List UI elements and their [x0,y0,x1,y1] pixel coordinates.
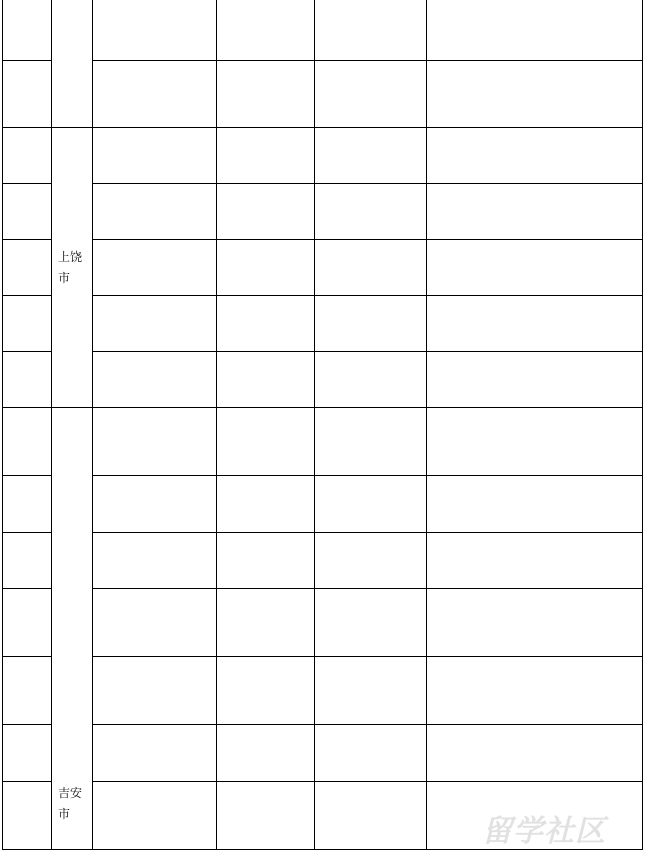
phone-number [315,61,427,128]
area-code [93,0,217,61]
table-row [3,352,643,408]
table-row [3,0,643,61]
office-name [217,128,315,184]
area-code [93,184,217,240]
address [427,782,643,850]
area-code [93,782,217,850]
area-code [93,533,217,589]
phone-number [315,240,427,296]
row-number [3,352,52,408]
phone-number [315,589,427,657]
address [427,296,643,352]
address [427,476,643,533]
area-code [93,61,217,128]
phone-number [315,408,427,476]
area-code [93,296,217,352]
table-row [3,725,643,782]
city-label: 吉安市 [58,786,83,821]
table-row [3,240,643,296]
area-code [93,408,217,476]
city-cell [52,128,93,408]
address [427,725,643,782]
row-number [3,725,52,782]
exam-center-table [2,0,643,850]
city-cell [52,408,93,850]
office-name [217,0,315,61]
table-row [3,476,643,533]
address [427,408,643,476]
table-row [3,128,643,184]
row-number [3,128,52,184]
office-name [217,240,315,296]
phone-number [315,184,427,240]
city-label: 上饶市 [58,249,83,285]
phone-number [315,476,427,533]
office-name [217,352,315,408]
address [427,61,643,128]
address [427,657,643,725]
phone-number [315,296,427,352]
row-number [3,657,52,725]
table-row [3,61,643,128]
row-number [3,296,52,352]
row-number [3,476,52,533]
table-row [3,184,643,240]
row-number [3,0,52,61]
row-number [3,408,52,476]
office-name [217,61,315,128]
address [427,0,643,61]
phone-number [315,657,427,725]
area-code [93,657,217,725]
address [427,533,643,589]
city-cell [52,0,93,128]
area-code [93,352,217,408]
phone-number [315,782,427,850]
phone-number [315,725,427,782]
area-code [93,240,217,296]
row-number [3,589,52,657]
row-number [3,61,52,128]
row-number [3,533,52,589]
phone-number [315,533,427,589]
office-name [217,657,315,725]
table-row [3,782,643,850]
area-code [93,589,217,657]
address [427,352,643,408]
office-name [217,533,315,589]
phone-number [315,128,427,184]
site-watermark: 留学社区 [482,814,606,849]
row-number [3,184,52,240]
office-name [217,589,315,657]
office-name [217,476,315,533]
row-number [3,782,52,850]
table-row [3,533,643,589]
address [427,240,643,296]
address [427,128,643,184]
table-row [3,657,643,725]
area-code [93,476,217,533]
office-name [217,725,315,782]
office-name [217,782,315,850]
office-name [217,296,315,352]
table-row [3,296,643,352]
phone-number [315,352,427,408]
address [427,589,643,657]
office-name [217,408,315,476]
area-code [93,128,217,184]
phone-number [315,0,427,61]
row-number [3,240,52,296]
area-code [93,725,217,782]
office-name [217,184,315,240]
address [427,184,643,240]
table-row [3,408,643,476]
table-row [3,589,643,657]
